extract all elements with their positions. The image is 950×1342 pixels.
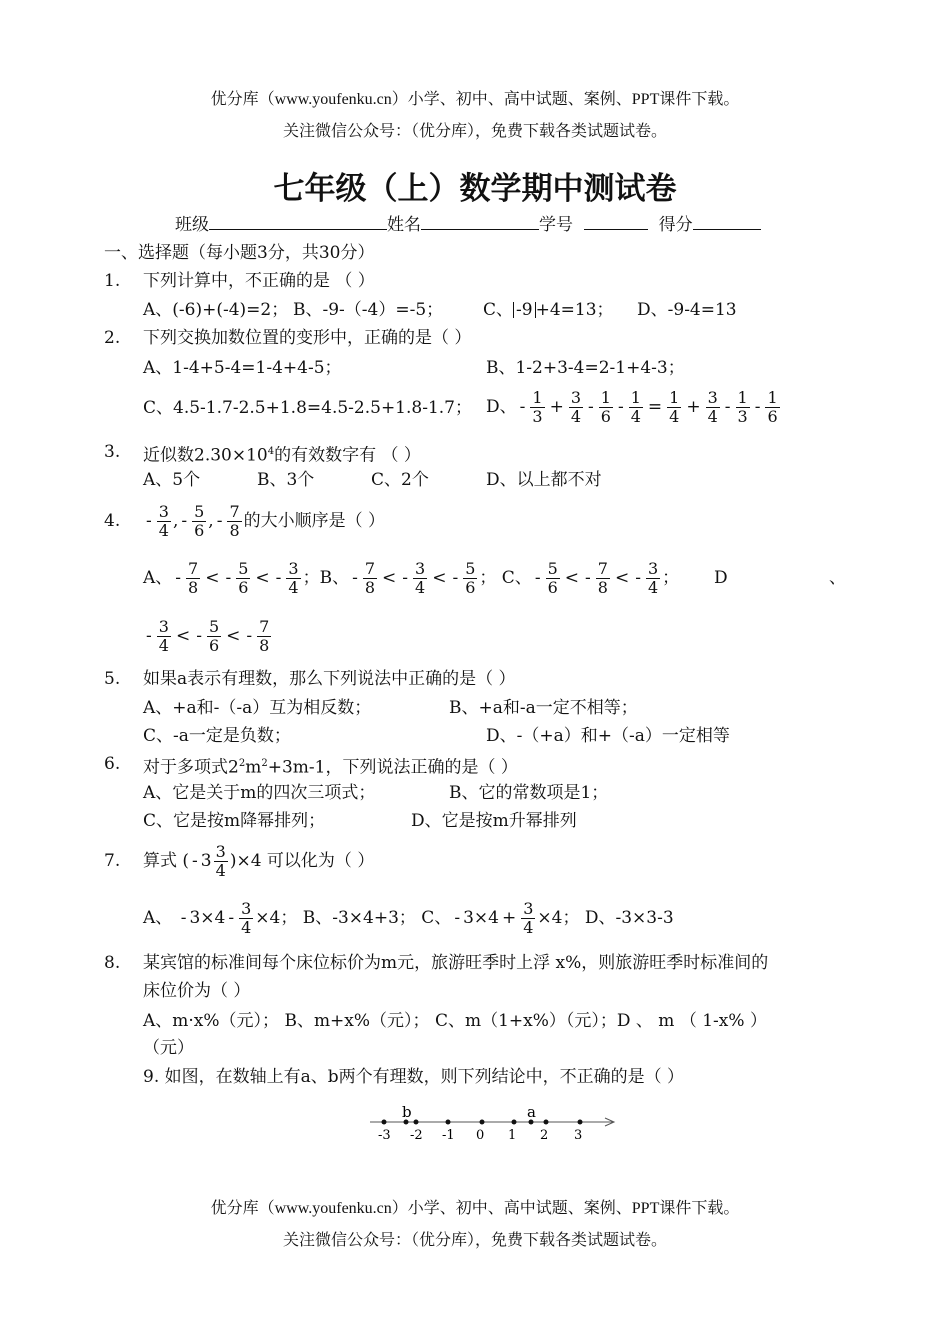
q2-stem: 下列交换加数位置的变形中，正确的是（ ） bbox=[143, 328, 472, 348]
tick-label: 3 bbox=[574, 1128, 583, 1143]
q5-option-b: B、+a和-a一定不相等； bbox=[449, 698, 638, 718]
q8-stem-line1: 某宾馆的标准间每个床位标价为m元，旅游旺季时上浮 x%，则旅游旺季时标准间的 bbox=[143, 953, 769, 973]
page-title: 七年级（上）数学期中测试卷 bbox=[273, 171, 677, 207]
q3-option-a: A、5个 bbox=[143, 470, 201, 490]
header-line-2: 关注微信公众号：（优分库），免费下载各类试题试卷。 bbox=[282, 123, 667, 140]
q7-number: 7. bbox=[104, 851, 121, 871]
q3-option-d: D、以上都不对 bbox=[486, 470, 602, 490]
q4-number: 4. bbox=[104, 511, 121, 531]
class-blank bbox=[209, 213, 387, 230]
q8-number: 8. bbox=[104, 953, 121, 973]
q2-number: 2. bbox=[104, 328, 121, 348]
q8-options-cont: （元） bbox=[143, 1038, 194, 1058]
id-blank bbox=[584, 213, 648, 230]
score-label: 得分 bbox=[658, 215, 693, 235]
header-line-1: 优分库（www.youfenku.cn）小学、初中、高中试题、案例、PPT课件下载。 bbox=[210, 91, 740, 108]
tick-mark bbox=[512, 1120, 517, 1125]
q4-option-d: - $\frac{3}{4}$ < - $\frac{5}{6}$ < - $\frac{7}{8}$ bbox=[146, 617, 270, 655]
tick-mark bbox=[578, 1120, 583, 1125]
q9-stem: 9. 如图，在数轴上有a、b两个有理数，则下列结论中，不正确的是（ ） bbox=[143, 1067, 685, 1087]
q2-option-c: C、4.5-1.7-2.5+1.8=4.5-2.5+1.8-1.7； bbox=[143, 398, 473, 418]
tick-mark bbox=[382, 1120, 387, 1125]
q2-option-d: D、 - $\frac{1}{3}$ + $\frac{3}{4}$ - $\frac{1}{6}$ - $\frac{1}{4}$ = $\frac{1}{4}$ + $\frac{3}{4}$ - $\frac{1}{3}$ - $\frac{1}{6}$ bbox=[486, 388, 778, 426]
number-line-ticks bbox=[378, 1120, 583, 1144]
q2-option-b: B、1-2+3-4=2-1+4-3； bbox=[486, 358, 685, 378]
class-label: 班级 bbox=[175, 215, 209, 235]
q6-number: 6. bbox=[104, 754, 121, 774]
tick-label: 0 bbox=[476, 1128, 485, 1143]
q1-option-a: A、(-6)+(-4)=2； bbox=[143, 300, 289, 320]
q5-stem: 如果a表示有理数，那么下列说法中正确的是（ ） bbox=[143, 669, 516, 689]
q4-stem: - $\frac{3}{4}$ , - $\frac{5}{6}$ , - $\frac{7}{8}$ 的大小顺序是（ ） bbox=[146, 502, 386, 540]
q6-option-d: D、它是按m升幂排列 bbox=[411, 811, 577, 831]
tick-mark bbox=[446, 1120, 451, 1125]
name-label: 姓名 bbox=[387, 215, 421, 235]
q3-option-b: B、3个 bbox=[257, 470, 315, 490]
q6-option-a: A、它是关于m的四次三项式； bbox=[143, 783, 376, 803]
q5-number: 5. bbox=[104, 669, 121, 689]
q5-option-c: C、-a一定是负数； bbox=[143, 726, 291, 746]
q5-option-a: A、+a和-（-a）互为相反数； bbox=[143, 698, 372, 718]
q6-stem: 对于多项式$2^2m^2+3m-1$，下列说法正确的是（ ） bbox=[143, 757, 518, 778]
q1-option-d: D、-9-4=13 bbox=[637, 300, 737, 320]
q2-option-a: A、1-4+5-4=1-4+4-5； bbox=[143, 358, 342, 378]
q8-stem-line2: 床位价为（ ） bbox=[143, 981, 251, 1001]
q4-option-d-label: D bbox=[714, 568, 728, 588]
section-heading: 一、选择题（每小题3分，共30分） bbox=[104, 243, 375, 263]
tick-label: 1 bbox=[508, 1128, 517, 1143]
q6-option-c: C、它是按m降幂排列； bbox=[143, 811, 326, 831]
q1-number: 1. bbox=[104, 271, 121, 291]
tick-mark bbox=[480, 1120, 485, 1125]
q6-option-b: B、它的常数项是1； bbox=[449, 783, 609, 803]
tick-mark bbox=[544, 1120, 549, 1125]
q8-options: A、m·x%（元）； B、m+x%（元）； C、m（1+x%）（元）；D 、 m （ 1-x% ） bbox=[143, 1011, 767, 1031]
tick-label: -3 bbox=[378, 1128, 391, 1143]
tick-label: 2 bbox=[540, 1128, 549, 1143]
tick-label: -1 bbox=[442, 1128, 455, 1143]
name-blank bbox=[421, 213, 539, 230]
score-blank bbox=[693, 213, 761, 230]
tick-label: -2 bbox=[410, 1128, 423, 1143]
number-line-figure bbox=[365, 1100, 625, 1150]
q1-option-c: C、 -9 +4=13； bbox=[483, 300, 614, 320]
q5-option-d: D、-（+a）和+（-a）一定相等 bbox=[486, 726, 730, 746]
id-label: 学号 bbox=[539, 215, 573, 235]
point-b-label: b bbox=[402, 1103, 412, 1121]
footer-line-1: 优分库（www.youfenku.cn）小学、初中、高中试题、案例、PPT课件下载。 bbox=[210, 1200, 740, 1217]
q4-option-d-sep: 、 bbox=[829, 568, 846, 588]
q3-stem: 近似数$2.30\times 10^4$的有效数字有 （ ） bbox=[143, 445, 421, 466]
q3-option-c: C、2个 bbox=[371, 470, 429, 490]
q1-option-b: B、-9-（-4）=-5； bbox=[293, 300, 444, 320]
student-info bbox=[175, 213, 761, 236]
q7-stem: 算式 ( - 3 $\frac{3}{4}$ )×4 可以化为（ ） bbox=[143, 842, 375, 880]
q7-options: A、 - 3×4 - $\frac{3}{4}$ ×4； B、-3×4+3； C、 - 3×4 + $\frac{3}{4}$ ×4； D、-3×3-3 bbox=[143, 899, 674, 937]
q3-number: 3. bbox=[104, 442, 121, 462]
point-a-label: a bbox=[527, 1103, 536, 1121]
tick-mark bbox=[414, 1120, 419, 1125]
q1-stem: 下列计算中，不正确的是 （ ） bbox=[143, 271, 375, 291]
q4-options-abc: A、 - $\frac{7}{8}$ < - $\frac{5}{6}$ < - $\frac{3}{4}$ ；B、 - $\frac{7}{8}$ < - $\frac{3}{4}$ < - $\frac{5}{6}$ ； C、 - $\frac{5}{6}$ < - $\frac{7}{8}$ < - $\frac{3}{4}$ ； bbox=[143, 559, 680, 597]
footer-line-2: 关注微信公众号：（优分库），免费下载各类试题试卷。 bbox=[282, 1232, 667, 1249]
